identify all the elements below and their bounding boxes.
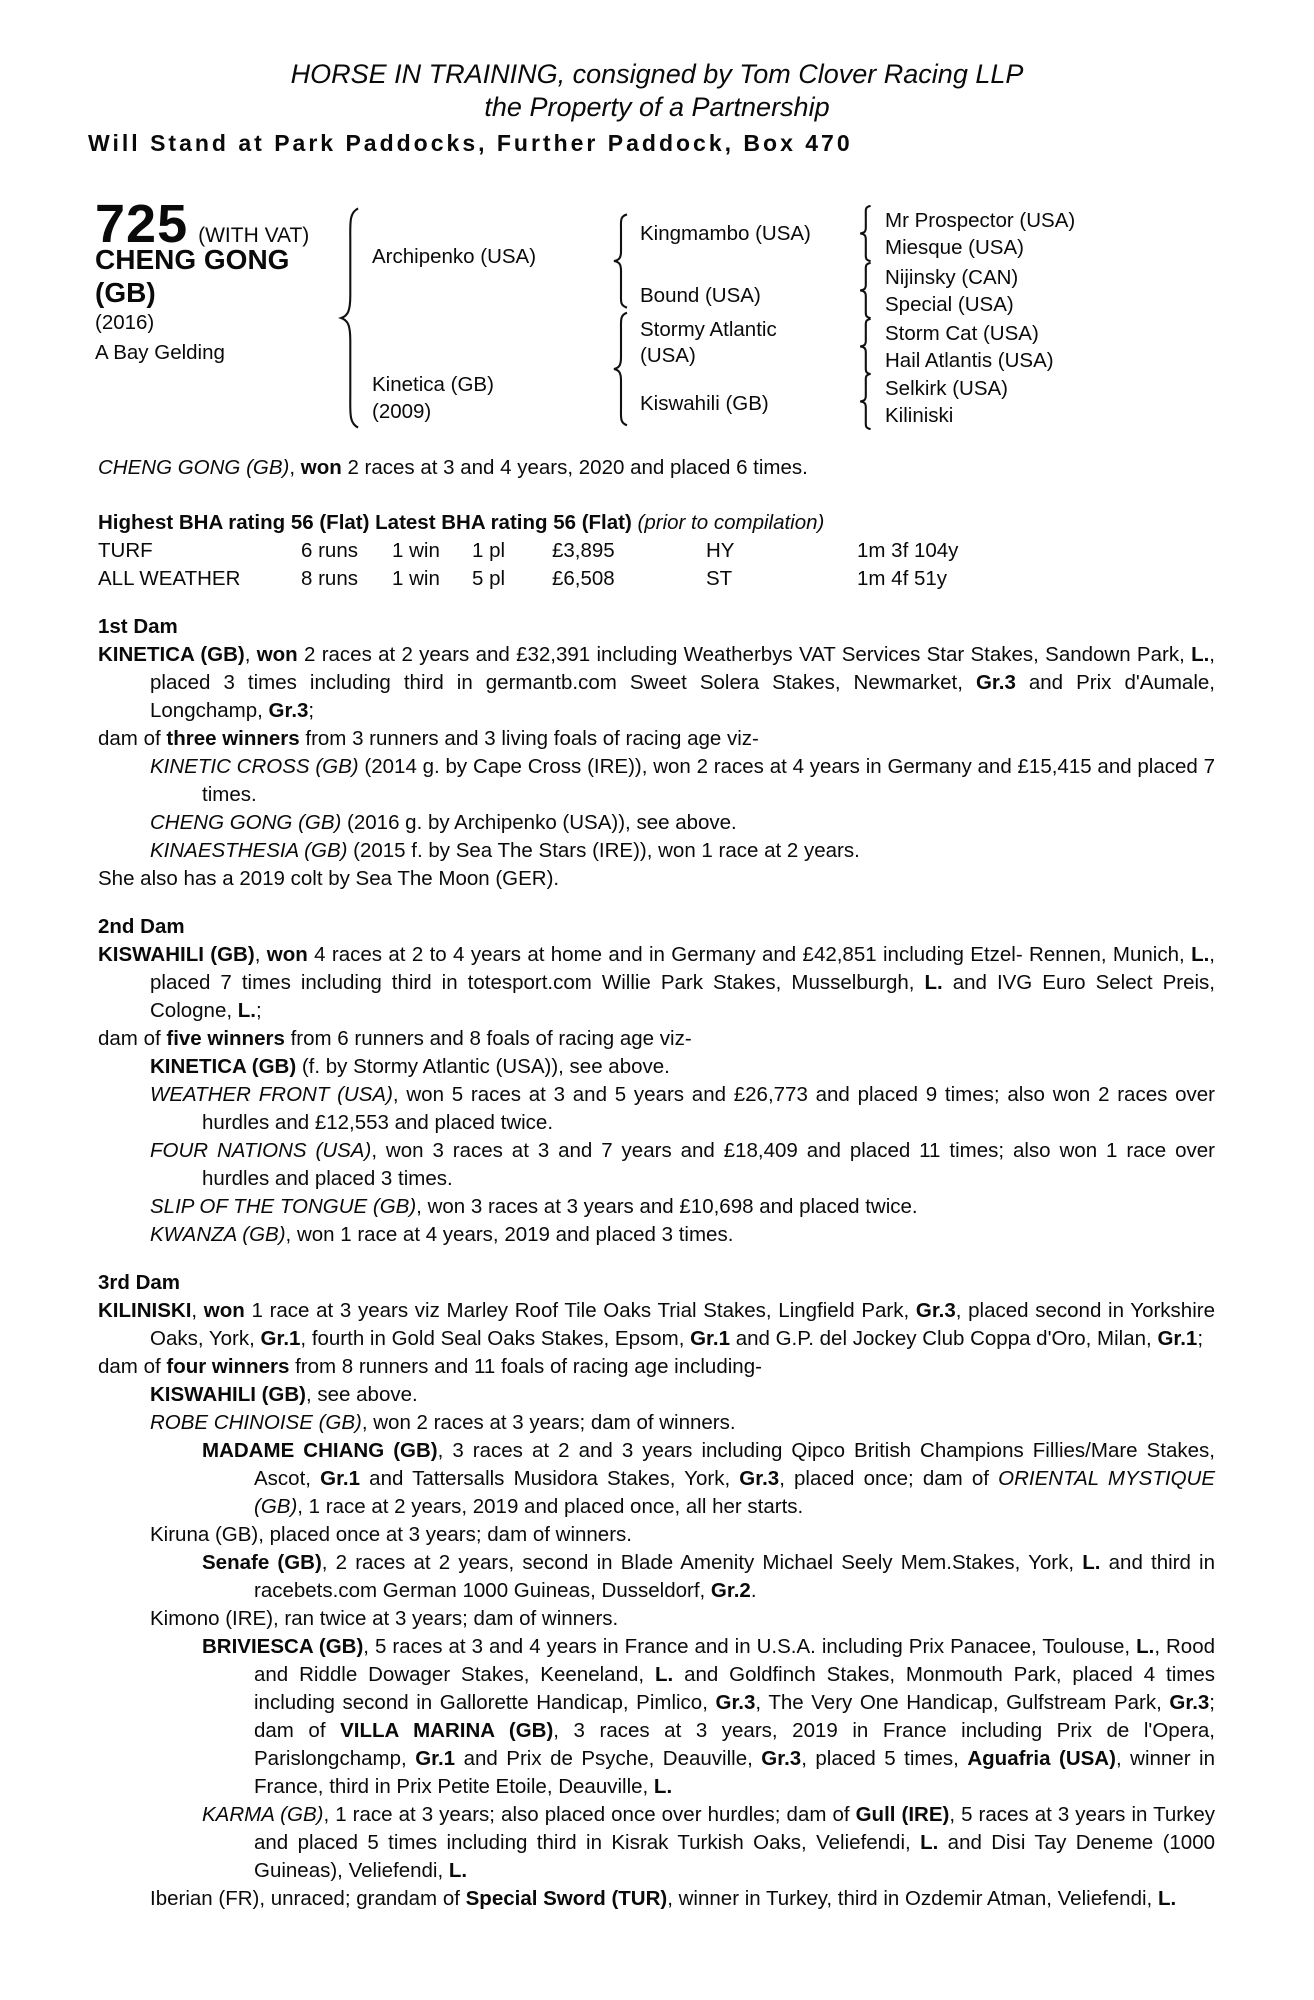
- pedigree-brace-gg2: [857, 262, 873, 319]
- bha-rating-line: [98, 509, 1215, 537]
- text-run: (2015 f. by Sea The Stars (IRE)), won 1 race at 2 years.: [347, 839, 860, 862]
- text-run: , Rood and Riddle Dowager Stakes, Keeneland,: [254, 1635, 1216, 1686]
- text-run: (2016 g. by Archipenko (USA)), see above.: [341, 811, 737, 834]
- text-run: L.: [237, 999, 256, 1022]
- text-run: won: [266, 943, 308, 966]
- stats-cell: 1 pl: [472, 539, 506, 562]
- stats-cell: 1 win: [392, 539, 440, 562]
- text-run: Gr.3: [715, 1691, 756, 1714]
- text-run: (2014 g. by Cape Cross (IRE)), won 2 races at 4 years in Germany and £15,415 and placed 7 times.: [202, 755, 1216, 806]
- pedigree-gg-pair-3: [885, 321, 1054, 374]
- text-run: , 3 races at 2 and 3 years including Qipco British Champions Fillies/Mare Stakes, Ascot,: [254, 1439, 1215, 1490]
- text-run: , fourth in Gold Seal Oaks Stakes, Epsom,: [300, 1327, 691, 1350]
- horse-name: CHENG GONG: [95, 244, 290, 275]
- text-run: , see above.: [306, 1383, 418, 1406]
- text-run: Kimono (IRE), ran twice at 3 years; dam of winners.: [150, 1607, 619, 1630]
- stats-cell: 5 pl: [472, 567, 506, 590]
- pedigree-dam-name: Kinetica (GB): [372, 373, 494, 396]
- text-run: Kiruna (GB), placed once at 3 years; dam of winners.: [150, 1523, 632, 1546]
- text-run: L.: [1191, 643, 1210, 666]
- text-run: L.: [1136, 1635, 1155, 1658]
- text-run: from 6 runners and 8 foals of racing age viz-: [284, 1027, 692, 1050]
- pedigree-paragraph: [98, 641, 1215, 725]
- pedigree-paragraph: [98, 865, 1215, 893]
- text-run: WEATHER FRONT (USA): [150, 1083, 393, 1106]
- pedigree-brace-dam: [610, 311, 630, 427]
- dam-sections: [98, 613, 1215, 1913]
- text-run: ,: [191, 1299, 204, 1322]
- text-run: and Tattersalls Musidora Stakes, York,: [360, 1467, 740, 1490]
- stats-cell: £3,895: [552, 539, 615, 562]
- pedigree-dam-sire: Stormy Atlantic (USA): [640, 318, 777, 367]
- text-run: Gr.1: [690, 1327, 730, 1350]
- text-run: KILINISKI: [98, 1299, 192, 1322]
- pedigree-paragraph: [98, 941, 1215, 1025]
- text-run: three winners: [166, 727, 300, 750]
- catalogue-text: [98, 454, 1215, 1913]
- text-run: ;: [308, 699, 315, 722]
- text-run: dam of: [98, 1355, 167, 1378]
- pedigree-paragraph: [98, 1605, 1215, 1633]
- text-run: L.: [654, 1663, 674, 1686]
- pedigree-paragraph: [98, 1297, 1215, 1353]
- text-run: , placed 3 times including third in germantb.com Sweet Solera Stakes, Newmarket,: [150, 643, 1215, 694]
- pedigree-gg-1: Mr Prospector (USA): [885, 209, 1076, 232]
- pedigree-paragraph: [98, 1053, 1215, 1081]
- text-run: , won 2 races at 3 years; dam of winners.: [361, 1411, 736, 1434]
- stabling-line: Will Stand at Park Paddocks, Further Paddock, Box 470: [88, 130, 853, 156]
- pedigree-gg-8: Kiliniski: [885, 403, 954, 427]
- text-run: won: [300, 456, 342, 479]
- text-run: ; dam of: [254, 1691, 1215, 1742]
- pedigree-paragraph: [98, 1381, 1215, 1409]
- text-run: KISWAHILI (GB): [150, 1383, 307, 1406]
- text-run: KINETIC CROSS (GB): [150, 755, 359, 778]
- pedigree-paragraph: [98, 753, 1215, 809]
- text-run: SLIP OF THE TONGUE (GB): [150, 1195, 417, 1218]
- text-run: L.: [448, 1859, 468, 1882]
- text-run: Gr.1: [1157, 1327, 1198, 1350]
- stats-cell: ST: [706, 567, 733, 590]
- text-run: , 3 races at 3 years, 2019 in France including Prix de l'Opera, Parislongchamp,: [254, 1719, 1216, 1770]
- pedigree-paragraph: [98, 837, 1215, 865]
- text-run: , won 5 races at 3 and 5 years and £26,773 and placed 9 times; also won 2 races over hurdles and £12,553 and placed twice.: [202, 1083, 1215, 1134]
- pedigree-paragraph: [98, 1353, 1215, 1381]
- pedigree-gg-pair-1: [885, 208, 1075, 261]
- text-run: , won 3 races at 3 years and £10,698 and placed twice.: [416, 1195, 918, 1218]
- stats-row: [98, 537, 958, 565]
- pedigree-paragraph: [98, 1081, 1215, 1137]
- text-run: and Prix d'Aumale, Longchamp,: [150, 671, 1215, 722]
- pedigree-paragraph: [98, 1885, 1215, 1913]
- pedigree-paragraph: [98, 1521, 1215, 1549]
- dam-section-heading: 1st Dam: [98, 615, 178, 638]
- text-run: Gr.3: [1169, 1691, 1210, 1714]
- pedigree-dam-year: (2009): [372, 400, 432, 423]
- text-run: Gr.1: [320, 1467, 361, 1490]
- text-run: , 5 races at 3 years in Turkey and placed 5 times including third in Kisrak Turkish Oaks, Veliefendi,: [254, 1803, 1215, 1854]
- text-run: ,: [244, 643, 257, 666]
- dam-section-heading: 2nd Dam: [98, 915, 185, 938]
- pedigree-brace-gg4: [857, 373, 873, 430]
- stats-cell: TURF: [98, 539, 153, 562]
- text-run: Gr.3: [915, 1299, 956, 1322]
- text-run: KISWAHILI (GB): [98, 943, 255, 966]
- pedigree-gg-7: Selkirk (USA): [885, 377, 1009, 400]
- pedigree-paragraph: [98, 1801, 1215, 1885]
- text-run: CHENG GONG (GB): [98, 456, 290, 479]
- text-run: L.: [920, 1831, 939, 1854]
- text-run: and G.P. del Jockey Club Coppa d'Oro, Milan,: [730, 1327, 1158, 1350]
- pedigree-block: [0, 194, 1314, 441]
- stats-cell: ALL WEATHER: [98, 567, 241, 590]
- text-run: KARMA (GB): [202, 1803, 324, 1826]
- text-run: CHENG GONG (GB): [150, 811, 342, 834]
- stats-cell: HY: [706, 539, 735, 562]
- text-run: Gull (IRE): [855, 1803, 950, 1826]
- text-run: five winners: [166, 1027, 285, 1050]
- pedigree-gg-5: Storm Cat (USA): [885, 322, 1039, 345]
- text-run: Gr.3: [975, 671, 1016, 694]
- stats-cell: £6,508: [552, 567, 615, 590]
- pedigree-brace-gg3: [857, 318, 873, 375]
- stats-cell: 8 runs: [301, 567, 358, 590]
- text-run: , 1 race at 3 years; also placed once over hurdles; dam of: [323, 1803, 856, 1826]
- pedigree-brace-gg1: [857, 205, 873, 262]
- text-run: She also has a 2019 colt by Sea The Moon (GER).: [98, 867, 560, 890]
- text-run: dam of: [98, 727, 167, 750]
- text-run: from 3 runners and 3 living foals of racing age viz-: [299, 727, 759, 750]
- pedigree-paragraph: [98, 1221, 1215, 1249]
- text-run: and Prix de Psyche, Deauville,: [455, 1747, 762, 1770]
- text-run: L.: [653, 1775, 673, 1798]
- text-run: ORIENTAL MYSTIQUE (GB): [254, 1467, 1215, 1518]
- consignor-line: HORSE IN TRAINING, consigned by Tom Clover Racing LLP: [290, 59, 1024, 89]
- text-run: , 5 races at 3 and 4 years in France and in U.S.A. including Prix Panacee, Toulouse,: [363, 1635, 1137, 1658]
- text-run: 2 races at 3 and 4 years, 2020 and placed 6 times.: [341, 456, 808, 479]
- text-run: , winner in France, third in Prix Petite Etoile, Deauville,: [254, 1747, 1215, 1798]
- text-run: won: [256, 643, 298, 666]
- text-run: KINAESTHESIA (GB): [150, 839, 348, 862]
- text-run: FOUR NATIONS (USA): [150, 1139, 372, 1162]
- dam-section-heading: 3rd Dam: [98, 1271, 181, 1294]
- text-run: ,: [289, 456, 301, 479]
- pedigree-sire-sire: Kingmambo (USA): [640, 222, 811, 245]
- pedigree-gg-3: Nijinsky (CAN): [885, 266, 1019, 289]
- pedigree-paragraph: [98, 1025, 1215, 1053]
- text-run: KINETICA (GB): [150, 1055, 297, 1078]
- pedigree-paragraph: [98, 1137, 1215, 1193]
- stats-cell: 6 runs: [301, 539, 358, 562]
- text-run: Gr.3: [268, 699, 309, 722]
- text-run: , 2 races at 2 years, second in Blade Amenity Michael Seely Mem.Stakes, York,: [321, 1551, 1083, 1574]
- text-run: , placed second in Yorkshire Oaks, York,: [150, 1299, 1215, 1350]
- text-run: , won 1 race at 4 years, 2019 and placed 3 times.: [285, 1223, 734, 1246]
- text-run: and IVG Euro Select Preis, Cologne,: [150, 971, 1215, 1022]
- text-run: BRIVIESCA (GB): [202, 1635, 364, 1658]
- text-run: , won 3 races at 3 and 7 years and £18,409 and placed 11 times; also won 1 race over hurdles and placed 3 times.: [202, 1139, 1215, 1190]
- page-header: [0, 0, 1314, 157]
- pedigree-sire: Archipenko (USA): [372, 245, 537, 268]
- stats-cell: 1m 3f 104y: [857, 539, 959, 562]
- text-run: four winners: [166, 1355, 290, 1378]
- pedigree-brace-sire: [610, 213, 630, 309]
- text-run: won: [203, 1299, 245, 1322]
- pedigree-paragraph: [98, 1409, 1215, 1437]
- text-run: (prior to compilation): [637, 511, 825, 534]
- text-run: 2 races at 2 years and £32,391 including Weatherbys VAT Services Star Stakes, Sandown Park,: [297, 643, 1192, 666]
- pedigree-gg-pair-2: [885, 265, 1018, 318]
- text-run: 4 races at 2 to 4 years at home and in Germany and £42,851 including Etzel- Rennen, Munich,: [307, 943, 1192, 966]
- pedigree-paragraph: [98, 1633, 1215, 1801]
- pedigree-paragraph: [98, 1193, 1215, 1221]
- property-line: the Property of a Partnership: [484, 92, 830, 122]
- text-run: Special Sword (TUR): [465, 1887, 668, 1910]
- pedigree-brace-main: [336, 205, 362, 431]
- text-run: Gr.2: [710, 1579, 751, 1602]
- text-run: Highest BHA rating 56 (Flat) Latest BHA rating 56 (Flat): [98, 511, 638, 534]
- pedigree-dam-dam: Kiswahili (GB): [640, 392, 769, 415]
- text-run: L.: [1157, 1887, 1177, 1910]
- horse-year: (2016): [95, 311, 155, 334]
- horse-description: A Bay Gelding: [95, 341, 225, 364]
- text-run: and Disi Tay Deneme (1000 Guineas), Veliefendi,: [254, 1831, 1215, 1882]
- text-run: MADAME CHIANG (GB): [202, 1439, 438, 1462]
- text-run: from 8 runners and 11 foals of racing age including-: [289, 1355, 762, 1378]
- text-run: Senafe (GB): [202, 1551, 322, 1574]
- pedigree-gg-pair-4: [885, 376, 1008, 429]
- pedigree-gg-2: Miesque (USA): [885, 235, 1024, 259]
- lot-number-value: 725: [95, 194, 189, 254]
- race-stats-table: [98, 537, 958, 593]
- text-run: Gr.1: [260, 1327, 301, 1350]
- stats-cell: 1 win: [392, 567, 440, 590]
- vat-note: (WITH VAT): [198, 224, 310, 247]
- pedigree-dam: [372, 371, 494, 425]
- text-run: Gr.3: [739, 1467, 780, 1490]
- text-run: KWANZA (GB): [150, 1223, 286, 1246]
- text-run: ROBE CHINOISE (GB): [150, 1411, 362, 1434]
- text-run: , placed 7 times including third in totesport.com Willie Park Stakes, Musselburgh,: [150, 943, 1215, 994]
- text-run: .: [750, 1579, 757, 1602]
- text-run: VILLA MARINA (GB): [340, 1719, 554, 1742]
- text-run: dam of: [98, 1027, 167, 1050]
- text-run: KINETICA (GB): [98, 643, 245, 666]
- pedigree-sire-dam: Bound (USA): [640, 284, 761, 307]
- text-run: Gr.3: [761, 1747, 802, 1770]
- pedigree-gg-6: Hail Atlantis (USA): [885, 348, 1054, 372]
- text-run: , 1 race at 2 years, 2019 and placed once, all her starts.: [297, 1495, 804, 1518]
- horse-country-suffix: (GB): [95, 277, 156, 308]
- race-summary: [98, 454, 1215, 482]
- pedigree-paragraph: [98, 809, 1215, 837]
- text-run: L.: [924, 971, 943, 994]
- text-run: 1 race at 3 years viz Marley Roof Tile Oaks Trial Stakes, Lingfield Park,: [244, 1299, 916, 1322]
- text-run: ;: [255, 999, 262, 1022]
- text-run: ,: [254, 943, 267, 966]
- text-run: Gr.1: [415, 1747, 456, 1770]
- text-run: , winner in Turkey, third in Ozdemir Atman, Veliefendi,: [667, 1887, 1158, 1910]
- text-run: , placed 5 times,: [801, 1747, 968, 1770]
- text-run: , placed once; dam of: [779, 1467, 999, 1490]
- stats-row: [98, 565, 958, 593]
- text-run: ;: [1197, 1327, 1204, 1350]
- pedigree-gg-4: Special (USA): [885, 292, 1014, 316]
- text-run: L.: [1191, 943, 1210, 966]
- pedigree-paragraph: [98, 1549, 1215, 1605]
- text-run: and third in racebets.com German 1000 Guineas, Dusseldorf,: [254, 1551, 1216, 1602]
- pedigree-paragraph: [98, 725, 1215, 753]
- text-run: and Goldfinch Stakes, Monmouth Park, placed 4 times including second in Gallorette Handicap, Pimlico,: [254, 1663, 1216, 1714]
- text-run: L.: [1082, 1551, 1101, 1574]
- pedigree-paragraph: [98, 1437, 1215, 1521]
- text-run: Aguafria (USA): [967, 1747, 1116, 1770]
- text-run: Iberian (FR), unraced; grandam of: [150, 1887, 466, 1910]
- text-run: , The Very One Handicap, Gulfstream Park,: [755, 1691, 1170, 1714]
- text-run: (f. by Stormy Atlantic (USA)), see above.: [296, 1055, 670, 1078]
- stats-cell: 1m 4f 51y: [857, 567, 948, 590]
